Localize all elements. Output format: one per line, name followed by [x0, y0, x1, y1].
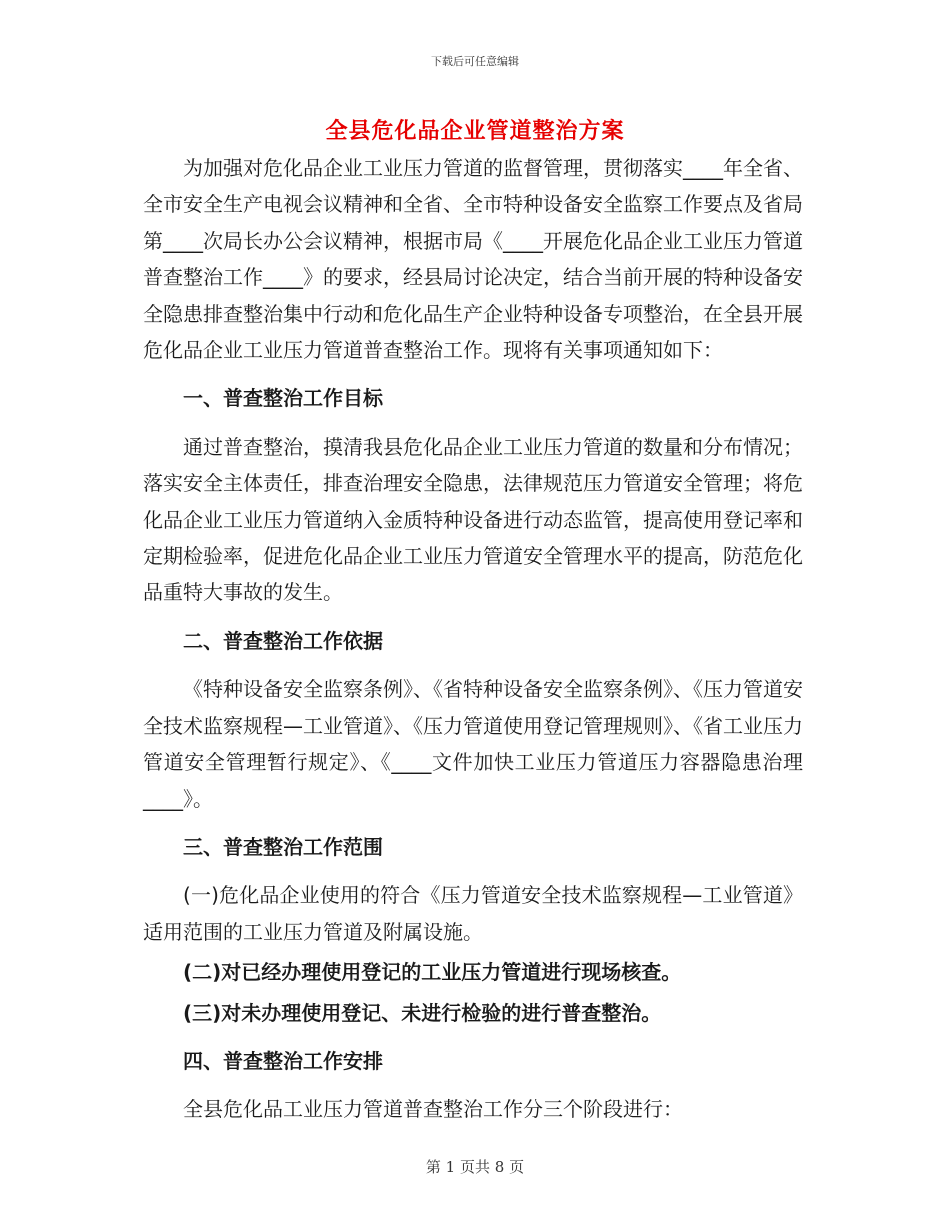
- document-title: 全县危化品企业管道整治方案: [325, 119, 625, 144]
- page-footer: 第 1 页共 8 页: [425, 1158, 525, 1176]
- document-body: [143, 150, 803, 1128]
- basis-paragraph: 《特种设备安全监察条例》、《省特种设备安全监察条例》、《压力管道安全技术监察规程—工业管道》、《压力管道使用登记管理规则》、《省工业压力管道安全管理暂行规定》、《____文件加快工业压力管道压力容器隐患治理____》。: [143, 677, 803, 811]
- page-header: 下载后可任意编辑: [431, 55, 519, 68]
- section-heading-scope: 三、普查整治工作范围: [183, 834, 383, 859]
- section-heading-arrangement: 四、普查整治工作安排: [183, 1048, 383, 1073]
- scope-item-1: (一)危化品企业使用的符合《压力管道安全技术监察规程—工业管道》适用范围的工业压力管道及附属设施。: [143, 883, 803, 944]
- intro-paragraph: 为加强对危化品企业工业压力管道的监督管理，贯彻落实____年全省、全市安全生产电视会议精神和全省、全市特种设备安全监察工作要点及省局第____次局长办公会议精神，根据市局《____开展危化品企业工业压力管道普查整治工作____》的要求，经县局讨论决定，结合当前开展的特种设备安全隐患排查整治集中行动和危化品生产企业特种设备专项整治，在全县开展危化品企业工业压力管道普查整治工作。现将有关事项通知如下：: [143, 156, 803, 363]
- scope-item-2: (二)对已经办理使用登记的工业压力管道进行现场核查。: [183, 960, 682, 985]
- objectives-paragraph: 通过普查整治，摸清我县危化品企业工业压力管道的数量和分布情况；落实安全主体责任，排查治理安全隐患，法律规范压力管道安全管理；将危化品企业工业压力管道纳入金质特种设备进行动态监管，提高使用登记率和定期检验率，促进危化品企业工业压力管道安全管理水平的提高，防范危化品重特大事故的发生。: [143, 434, 803, 605]
- scope-item-3: (三)对未办理使用登记、未进行检验的进行普查整治。: [183, 1000, 662, 1025]
- section-heading-basis: 二、普查整治工作依据: [183, 628, 383, 653]
- arrangement-paragraph: 全县危化品工业压力管道普查整治工作分三个阶段进行：: [183, 1097, 683, 1122]
- section-heading-objectives: 一、普查整治工作目标: [183, 386, 383, 411]
